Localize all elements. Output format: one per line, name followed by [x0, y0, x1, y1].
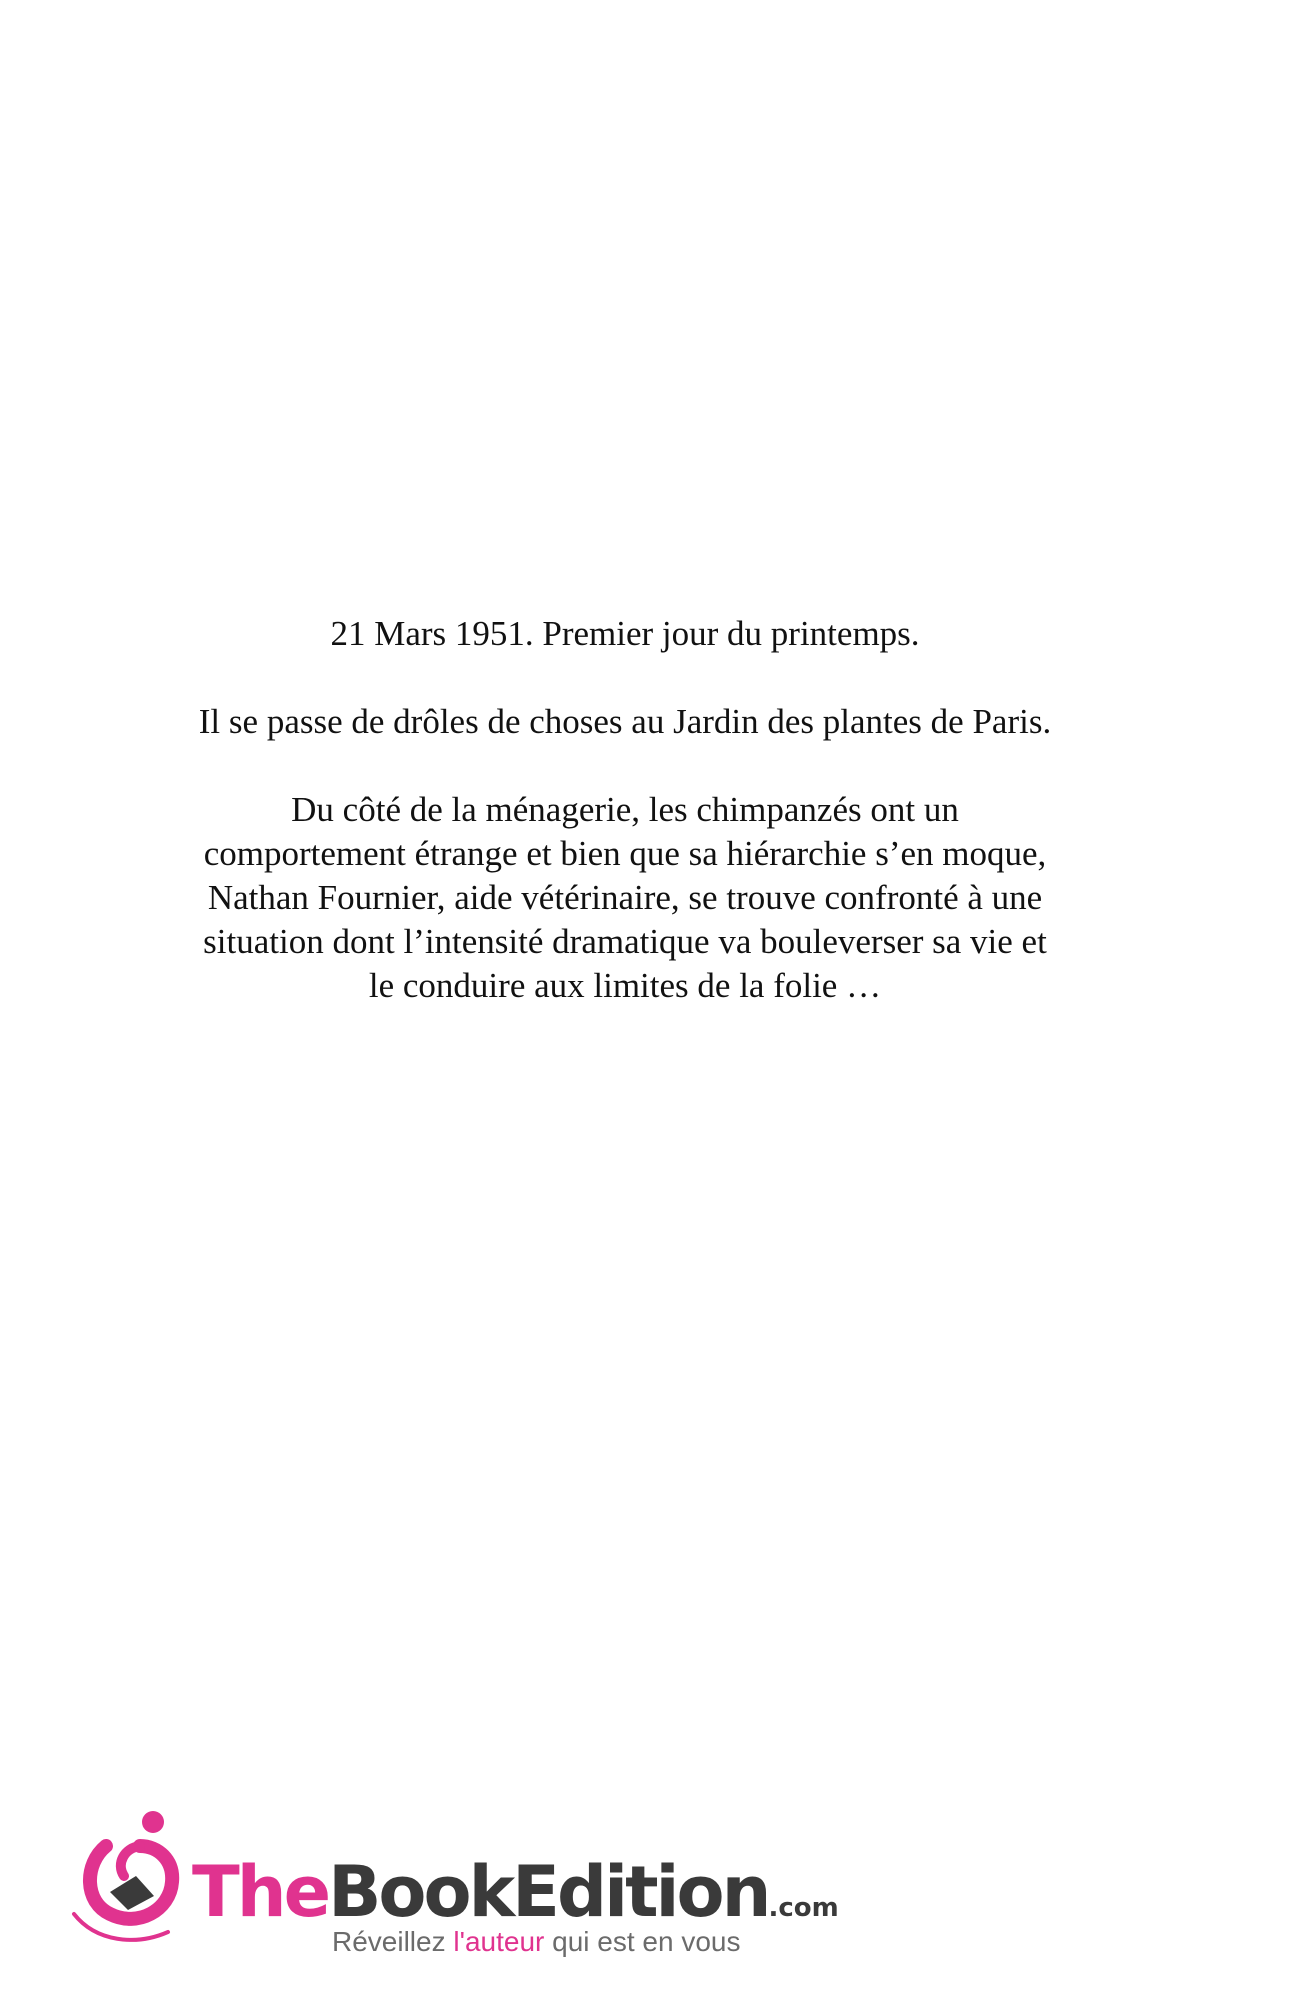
blurb-line: Du côté de la ménagerie, les chimpanzés ont un	[291, 790, 959, 829]
publisher-logo	[66, 1806, 866, 1966]
blurb-line: situation dont l’intensité dramatique va bouleverser sa vie et	[203, 922, 1047, 961]
blurb-line: Il se passe de drôles de choses au Jardin des plantes de Paris.	[198, 702, 1052, 741]
blurb-paragraph-date	[0, 612, 1250, 656]
blurb-paragraph-plot	[0, 788, 1250, 1008]
logo-word-com: .com	[768, 1893, 839, 1923]
person-swirl-logo-icon	[66, 1806, 196, 1946]
tagline-pre: Réveillez	[332, 1926, 454, 1957]
blurb-line: Nathan Fournier, aide vétérinaire, se trouve confronté à une	[207, 878, 1043, 917]
logo-word-bookedition: BookEdition	[328, 1851, 769, 1933]
blurb-paragraph-setting	[0, 700, 1250, 744]
tagline-post: qui est en vous	[544, 1926, 741, 1957]
back-cover-blurb	[0, 612, 1250, 1008]
logo-tagline	[332, 1926, 740, 1958]
blurb-line: comportement étrange et bien que sa hiérarchie s’en moque,	[203, 834, 1047, 873]
blurb-line: le conduire aux limites de la folie …	[368, 966, 882, 1005]
tagline-highlight: l'auteur	[453, 1926, 545, 1957]
logo-word-the: The	[192, 1851, 329, 1933]
blurb-line: 21 Mars 1951. Premier jour du printemps.	[330, 614, 920, 653]
